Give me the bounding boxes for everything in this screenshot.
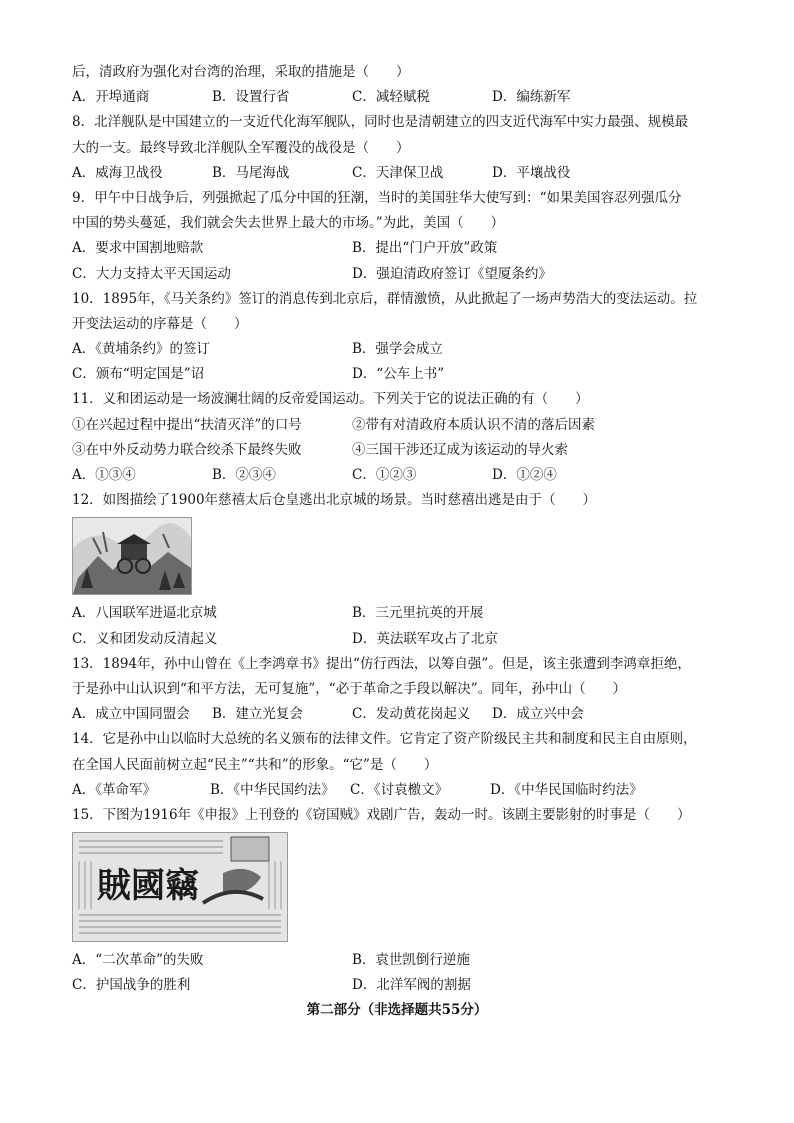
q13-option-d[interactable]: D．成立兴中会 [492,706,584,723]
q12-option-b[interactable]: B．三元里抗英的开展 [352,605,484,622]
q13-stem-line2: 于是孙中山认识到“和平方法，无可复施”，“必于革命之手段以解决”。同年，孙中山（ ） [72,680,627,697]
q12-options-row1 [72,601,722,626]
q11-stem: 11．义和团运动是一场波澜壮阔的反帝爱国运动。下列关于它的说法正确的有（ ） [72,391,589,408]
q15-options-row1 [72,948,722,973]
q13-option-b[interactable]: B．建立光复会 [212,706,303,723]
q8-option-c[interactable]: C．天津保卫战 [352,164,444,181]
q9-stem-line1: 9．甲午中日战争后，列强掀起了瓜分中国的狂潮，当时的美国驻华大使写到：“如果美国容忍列强瓜分 [72,189,682,206]
q8-stem-line2: 大的一支。最终导致北洋舰队全军覆没的战役是（ ） [72,139,410,156]
q15-options-row2 [72,973,722,998]
q14-options [72,778,722,803]
q9-options-row2 [72,262,722,287]
q12-stem: 12．如图描绘了1900年慈禧太后仓皇逃出北京城的场景。当时慈禧出逃是由于（ ） [72,492,597,509]
q8-option-a[interactable]: A．威海卫战役 [72,164,163,181]
q11-item-2: ②带有对清政府本质认识不清的落后因素 [352,416,595,433]
q15-newspaper-drawing [73,833,287,941]
q14-option-a[interactable]: A．《革命军》 [72,781,156,798]
section2-title: 第二部分（非选择题共55分） [306,1002,488,1019]
q12-option-d[interactable]: D．英法联军攻占了北京 [352,630,498,647]
q7-option-b[interactable]: B．设置行省 [212,89,290,106]
q11-item-4: ④三国干涉还辽成为该运动的导火索 [352,441,568,458]
q9-option-a[interactable]: A．要求中国割地赔款 [72,240,204,257]
q10-option-a[interactable]: A．《黄埔条约》的签订 [72,341,210,358]
q11-option-c[interactable]: C．①②③ [352,467,417,483]
q13-options [72,702,722,727]
q7-option-a[interactable]: A．开埠通商 [72,89,150,106]
q7-options [72,85,722,110]
q8-option-d[interactable]: D．平壤战役 [492,164,571,181]
q13-option-c[interactable]: C．发动黄花岗起义 [352,706,471,723]
q15-option-b[interactable]: B．袁世凯倒行逆施 [352,952,470,969]
q10-stem-line2: 开变法运动的序幕是（ ） [72,315,248,332]
q15-option-c[interactable]: C．护国战争的胜利 [72,977,191,994]
q14-option-d[interactable]: D．《中华民国临时约法》 [490,781,643,798]
q12-illustration-drawing [73,518,191,594]
q9-option-d[interactable]: D．强迫清政府签订《望厦条约》 [352,265,552,282]
q10-stem-line1: 10．1895年，《马关条约》签订的消息传到北京后，群情激愤，从此掀起了一场声势浩大的变法运动。拉 [72,290,698,307]
q8-stem-line1: 8．北洋舰队是中国建立的一支近代化海军舰队，同时也是清朝建立的四支近代海军中实力最强、规模最 [72,114,689,131]
q9-option-b[interactable]: B．提出“门户开放”政策 [352,240,498,257]
q10-options-row2 [72,362,722,387]
q7-option-c[interactable]: C．减轻赋税 [352,89,430,106]
q7-option-d[interactable]: D．编练新军 [492,89,571,106]
q11-options [72,463,722,488]
q8-option-b[interactable]: B．马尾海战 [212,164,290,181]
q7-stem: 后，清政府为强化对台湾的治理，采取的措施是（ ） [72,64,410,80]
q11-option-a[interactable]: A．①③④ [72,467,136,483]
q11-items-row2 [72,438,722,463]
q14-option-c[interactable]: C．《讨袁檄文》 [350,781,449,798]
q10-options-row1 [72,337,722,362]
q11-option-b[interactable]: B．②③④ [212,467,276,483]
q14-option-b[interactable]: B．《中华民国约法》 [210,781,335,798]
q15-option-a[interactable]: A．“二次革命”的失败 [72,952,204,969]
q10-option-b[interactable]: B．强学会成立 [352,341,443,358]
q15-newspaper-title: 賊國竊 [97,866,199,907]
q11-option-d[interactable]: D．①②④ [492,467,557,483]
q9-stem-line2: 中国的势头蔓延，我们就会失去世界上最大的市场。”为此，美国（ ） [72,215,505,232]
exam-page [72,60,722,1023]
q11-items-row1 [72,413,722,438]
q15-newspaper-ad [72,832,288,942]
q14-stem-line1: 14．它是孙中山以临时大总统的名义颁布的法律文件。它肯定了资产阶级民主共和制度和民主自由原则， [72,731,697,748]
q15-stem: 15．下图为1916年《申报》上刊登的《窃国贼》戏剧广告，轰动一时。该剧主要影射的时事是（ ） [72,806,691,823]
q13-option-a[interactable]: A．成立中国同盟会 [72,706,190,723]
q11-item-1: ①在兴起过程中提出“扶清灭洋”的口号 [72,416,302,433]
q12-option-a[interactable]: A．八国联军进逼北京城 [72,605,217,622]
q10-option-d[interactable]: D．“公车上书” [352,366,445,383]
q11-item-3: ③在中外反动势力联合绞杀下最终失败 [72,441,302,458]
q10-option-c[interactable]: C．颁布“明定国是”诏 [72,366,205,383]
q12-options-row2 [72,627,722,652]
q9-option-c[interactable]: C．大力支持太平天国运动 [72,265,231,282]
q12-option-c[interactable]: C．义和团发动反清起义 [72,630,218,647]
q14-stem-line2: 在全国人民面前树立起“民主”“共和”的形象。“它”是（ ） [72,756,438,773]
q15-option-d[interactable]: D．北洋军阀的割据 [352,977,471,994]
q12-illustration [72,517,192,595]
q8-options [72,161,722,186]
q9-options-row1 [72,236,722,261]
q13-stem-line1: 13．1894年，孙中山曾在《上李鸿章书》提出“仿行西法，以筹自强”。但是，该主张遭到李鸿章拒绝， [72,655,691,672]
